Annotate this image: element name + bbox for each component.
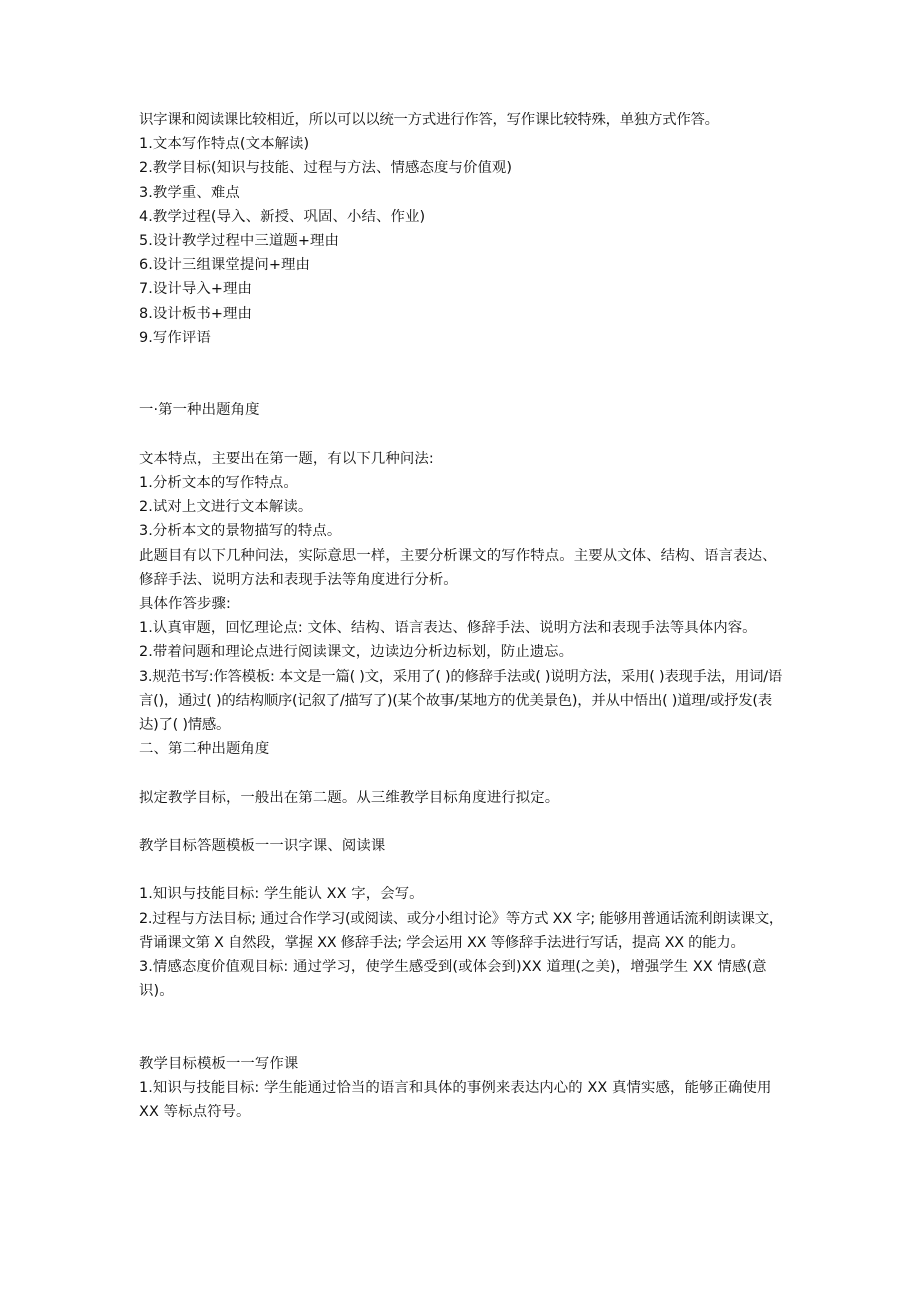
outline-item: 9.写作评语 <box>139 329 211 346</box>
section1-lead: 文本特点，主要出在第一题，有以下几种问法: <box>139 450 434 467</box>
outline-item: 3.教学重、难点 <box>139 184 240 201</box>
intro-paragraph: 识字课和阅读课比较相近，所以可以以统一方式进行作答，写作课比较特殊，单独方式作答。 <box>139 112 719 128</box>
section1-analysis: 此题目有以下几种问法，实际意思一样，主要分析课文的写作特点。主要从文体、结构、语言表达、修辞手法、说明方法和表现手法等角度进行分析。 <box>139 547 777 588</box>
outline-item: 4.教学过程(导入、新授、巩固、小结、作业) <box>139 208 426 225</box>
section1-step: 3.规范书写:作答模板: 本文是一篇( )文，采用了( )的修辞手法或( )说明方法，采用( )表现手法，用词/语言()，通过( )的结构顺序(记叙了/描写了)(某个故事/某地方的优美景色)，并从中悟出( )道理/或抒发(表达)了( )情感。 <box>139 668 783 734</box>
outline-item: 8.设计板书+理由 <box>139 305 253 322</box>
outline-item: 1.文本写作特点(文本解读) <box>139 136 310 153</box>
outline-item: 2.教学目标(知识与技能、过程与方法、情感态度与价值观) <box>139 160 513 177</box>
outline-item: 6.设计三组课堂提问+理由 <box>139 257 310 274</box>
template1-item: 2.过程与方法目标; 通过合作学习(或阅读、或分小组讨论》等方式 XX 字; 能够用普通话流利朗读课文，背诵课文第 X 自然段，掌握 XX 修辞手法; 学会运用 XX 等修辞手法进行写话，提高 XX 的能力。 <box>139 910 784 951</box>
section2-lead: 拟定教学目标，一般出在第二题。从三维教学目标角度进行拟定。 <box>139 789 560 806</box>
section1-question: 3.分析本文的景物描写的特点。 <box>139 523 342 540</box>
template2-title: 教学目标模板一一写作课 <box>139 1055 299 1072</box>
section1-question: 1.分析文本的写作特点。 <box>139 475 298 492</box>
outline-item: 5.设计教学过程中三道题+理由 <box>139 233 339 250</box>
template1-item: 1.知识与技能目标: 学生能认 XX 字，会写。 <box>139 886 424 903</box>
section1-step: 2.带着问题和理论点进行阅读课文，边读边分析边标划，防止遗忘。 <box>139 644 574 661</box>
section1-heading: 一·第一种出题角度 <box>139 402 260 419</box>
section1-question: 2.试对上文进行文本解读。 <box>139 499 313 516</box>
section2-heading: 二、第二种出题角度 <box>139 741 270 758</box>
outline-list <box>139 132 784 350</box>
section1-steps-title: 具体作答步骤: <box>139 596 231 613</box>
template1-item: 3.情感态度价值观目标: 通过学习，使学生感受到(或体会到)XX 道理(之美)，增强学生 XX 情感(意识)。 <box>139 959 767 1000</box>
section1-step: 1.认真审题，回忆理论点: 文体、结构、语言表达、修辞手法、说明方法和表现手法等具体内容。 <box>139 620 757 637</box>
template1-title: 教学目标答题模板一一识字课、阅读课 <box>139 838 386 855</box>
document-body <box>139 108 784 1124</box>
template2-item: 1.知识与技能目标: 学生能通过恰当的语言和具体的事例来表达内心的 XX 真情实感，能够正确使用 XX 等标点符号。 <box>139 1080 772 1121</box>
outline-item: 7.设计导入+理由 <box>139 281 253 298</box>
